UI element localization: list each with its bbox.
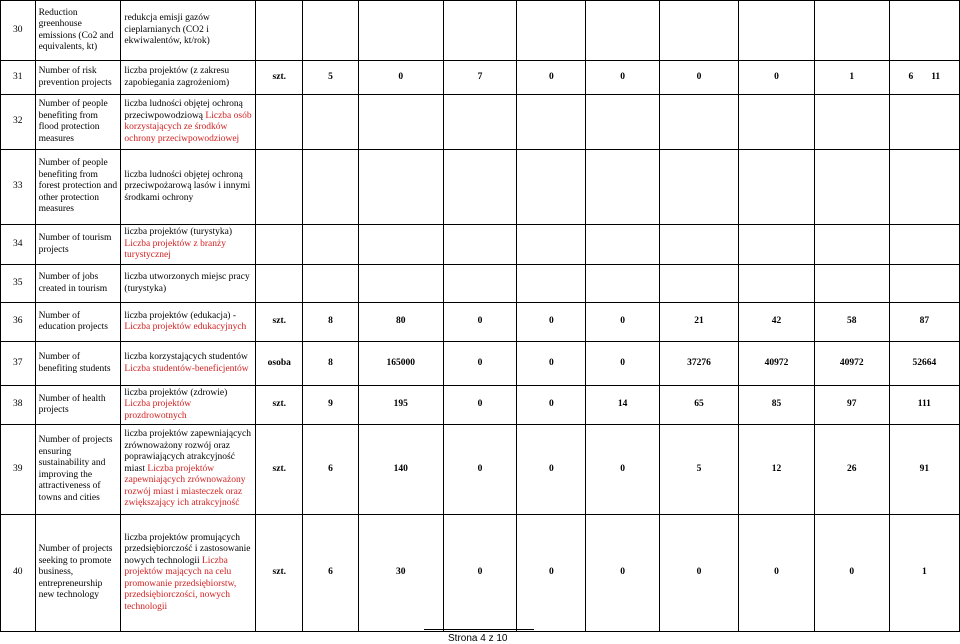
value-cell: 52664 bbox=[889, 342, 959, 386]
pl-name-original: liczba ludności objętej ochroną przeciwpożarową lasów i innymi środkami ochrony bbox=[124, 169, 251, 203]
value-cell bbox=[358, 265, 443, 303]
indicator-name-pl bbox=[121, 342, 256, 386]
indicator-name-en: Number of education projects bbox=[35, 303, 121, 342]
pl-name-original: liczba projektów (z zakresu zapobiegania zagrożeniom) bbox=[124, 66, 230, 88]
unit-cell bbox=[256, 225, 303, 265]
pl-name-revised: Liczba projektów zapewniających zrównoważony rozwój miast i miasteczek oraz zwiększający ich atrakcyjność bbox=[124, 463, 246, 509]
value-cell: 8 bbox=[303, 303, 359, 342]
value-cell: 0 bbox=[586, 515, 660, 632]
value-cell bbox=[303, 1, 359, 61]
value-cell bbox=[814, 1, 889, 61]
value-cell: 7 bbox=[443, 61, 517, 95]
value-cell bbox=[517, 95, 586, 150]
value-cell: 26 bbox=[814, 425, 889, 515]
indicator-name-en: Number of tourism projects bbox=[35, 225, 121, 265]
value-cell: 21 bbox=[659, 303, 738, 342]
value-cell: 58 bbox=[814, 303, 889, 342]
table-row bbox=[1, 425, 960, 515]
value-cell bbox=[443, 150, 517, 225]
indicator-name-en: Number of projects seeking to promote business, entrepreneurship new technology bbox=[35, 515, 121, 632]
indicator-name-pl bbox=[121, 1, 256, 61]
table-row bbox=[1, 265, 960, 303]
unit-cell bbox=[256, 1, 303, 61]
value-cell: 40972 bbox=[814, 342, 889, 386]
value-cell bbox=[517, 150, 586, 225]
value-cell bbox=[814, 95, 889, 150]
value-cell bbox=[659, 95, 738, 150]
indicator-name-en: Number of people benefiting from flood protection measures bbox=[35, 95, 121, 150]
value-cell bbox=[586, 225, 660, 265]
unit-cell: szt. bbox=[256, 515, 303, 632]
value-cell bbox=[889, 95, 959, 150]
value-cell: 195 bbox=[358, 386, 443, 425]
value-cell bbox=[443, 265, 517, 303]
value-cell: 80 bbox=[358, 303, 443, 342]
value-cell: 97 bbox=[814, 386, 889, 425]
pl-name-revised: Liczba projektów prozdrowotnych bbox=[124, 399, 192, 421]
value-cell: 8 bbox=[303, 342, 359, 386]
row-number: 32 bbox=[1, 95, 36, 150]
value-cell bbox=[814, 225, 889, 265]
table-row bbox=[1, 303, 960, 342]
value-cell bbox=[358, 95, 443, 150]
unit-cell: szt. bbox=[256, 303, 303, 342]
value-cell bbox=[739, 265, 815, 303]
row-number: 38 bbox=[1, 386, 36, 425]
value-cell bbox=[659, 1, 738, 61]
pl-name-revised: Liczba projektów edukacyjnych bbox=[124, 322, 247, 332]
indicator-name-en: Number of risk prevention projects bbox=[35, 61, 121, 95]
indicator-name-en: Number of jobs created in tourism bbox=[35, 265, 121, 303]
row-number: 31 bbox=[1, 61, 36, 95]
row-number: 30 bbox=[1, 1, 36, 61]
table-body bbox=[1, 1, 960, 632]
value-cell bbox=[739, 225, 815, 265]
value-cell bbox=[517, 265, 586, 303]
table-row bbox=[1, 225, 960, 265]
value-cell: 65 bbox=[659, 386, 738, 425]
value-cell: 0 bbox=[358, 61, 443, 95]
value-cell: 0 bbox=[517, 425, 586, 515]
value-cell bbox=[889, 265, 959, 303]
value-cell bbox=[358, 1, 443, 61]
value-cell bbox=[586, 95, 660, 150]
row-number: 37 bbox=[1, 342, 36, 386]
value-cell: 0 bbox=[443, 425, 517, 515]
value-cell bbox=[739, 150, 815, 225]
row-number: 36 bbox=[1, 303, 36, 342]
value-cell bbox=[358, 225, 443, 265]
unit-cell: szt. bbox=[256, 386, 303, 425]
value-cell: 5 bbox=[303, 61, 359, 95]
value-cell: 1 bbox=[889, 515, 959, 632]
row-number: 35 bbox=[1, 265, 36, 303]
value-cell: 0 bbox=[739, 61, 815, 95]
value-cell bbox=[889, 1, 959, 61]
value-cell bbox=[517, 225, 586, 265]
pl-name-original: liczba projektów zapewniających zrównoważony rozwój oraz poprawiających atrakcyjność miast bbox=[124, 429, 252, 474]
indicator-name-en: Number of health projects bbox=[35, 386, 121, 425]
table-row bbox=[1, 515, 960, 632]
unit-cell: osoba bbox=[256, 342, 303, 386]
value-cell: 12 bbox=[739, 425, 815, 515]
row-number: 33 bbox=[1, 150, 36, 225]
value-cell: 165000 bbox=[358, 342, 443, 386]
indicator-name-en: Number of benefiting students bbox=[35, 342, 121, 386]
pl-name-revised: Liczba projektów mających na celu promowanie przedsiębiorstw, przedsiębiorczości, nowych technologii bbox=[124, 555, 237, 612]
indicator-name-pl bbox=[121, 61, 256, 95]
pl-name-original: liczba projektów (turystyka) bbox=[124, 227, 233, 238]
table-row bbox=[1, 95, 960, 150]
value-cell: 87 bbox=[889, 303, 959, 342]
value-cell bbox=[659, 225, 738, 265]
indicator-name-pl bbox=[121, 515, 256, 632]
value-cell bbox=[814, 265, 889, 303]
value-cell bbox=[889, 225, 959, 265]
value-cell: 42 bbox=[739, 303, 815, 342]
value-cell: 0 bbox=[517, 386, 586, 425]
value-cell bbox=[586, 265, 660, 303]
pl-name-revised: Liczba osób korzystających ze środków ochrony przeciwpowodziowej bbox=[124, 110, 252, 144]
value-cell bbox=[303, 150, 359, 225]
value-cell: 91 bbox=[889, 425, 959, 515]
value-cell: 40972 bbox=[739, 342, 815, 386]
table-row bbox=[1, 386, 960, 425]
value-cell: 6 11 bbox=[889, 61, 959, 95]
value-cell: 140 bbox=[358, 425, 443, 515]
value-cell: 37276 bbox=[659, 342, 738, 386]
unit-cell: szt. bbox=[256, 61, 303, 95]
value-cell: 0 bbox=[739, 515, 815, 632]
value-cell bbox=[303, 95, 359, 150]
value-cell bbox=[517, 1, 586, 61]
value-cell: 9 bbox=[303, 386, 359, 425]
value-cell: 6 bbox=[303, 515, 359, 632]
value-cell: 85 bbox=[739, 386, 815, 425]
value-cell: 1 bbox=[814, 61, 889, 95]
value-cell: 0 bbox=[517, 61, 586, 95]
unit-cell bbox=[256, 265, 303, 303]
indicator-name-pl bbox=[121, 425, 256, 515]
pl-name-original: liczba projektów (edukacja) - bbox=[124, 310, 236, 321]
value-cell: 0 bbox=[517, 342, 586, 386]
indicator-name-pl bbox=[121, 303, 256, 342]
table-row bbox=[1, 61, 960, 95]
value-cell bbox=[659, 265, 738, 303]
indicator-name-en: Number of people benefiting from forest protection and other protection measures bbox=[35, 150, 121, 225]
indicator-name-pl bbox=[121, 265, 256, 303]
table-row bbox=[1, 342, 960, 386]
value-cell: 5 bbox=[659, 425, 738, 515]
value-cell bbox=[659, 150, 738, 225]
unit-cell: szt. bbox=[256, 425, 303, 515]
value-cell: 0 bbox=[659, 515, 738, 632]
value-cell bbox=[443, 95, 517, 150]
pl-name-original: liczba projektów promujących przedsiębiorczość i zastosowanie nowych technologii bbox=[124, 532, 251, 566]
page-number: Strona 4 z 10 bbox=[448, 633, 508, 644]
value-cell: 0 bbox=[443, 342, 517, 386]
value-cell: 0 bbox=[443, 303, 517, 342]
value-cell bbox=[303, 225, 359, 265]
value-cell bbox=[739, 1, 815, 61]
table-row bbox=[1, 150, 960, 225]
value-cell: 14 bbox=[586, 386, 660, 425]
value-cell: 111 bbox=[889, 386, 959, 425]
value-extra: 11 bbox=[931, 71, 941, 82]
pl-name-original: redukcja emisji gazów cieplarnianych (CO2 i ekwiwalentów, kt/rok) bbox=[124, 13, 210, 47]
value-cell bbox=[443, 1, 517, 61]
pl-name-revised: Liczba projektów z branży turystycznej bbox=[124, 238, 226, 261]
indicator-name-pl bbox=[121, 95, 256, 150]
value-cell: 0 bbox=[659, 61, 738, 95]
value-cell bbox=[586, 150, 660, 225]
pl-name-original: liczba projektów (zdrowie) bbox=[124, 387, 228, 398]
value-cell bbox=[303, 265, 359, 303]
indicator-name-pl bbox=[121, 225, 256, 265]
indicator-name-pl bbox=[121, 150, 256, 225]
value-cell: 6 bbox=[303, 425, 359, 515]
value-cell: 0 bbox=[517, 303, 586, 342]
unit-cell bbox=[256, 95, 303, 150]
value-cell bbox=[814, 150, 889, 225]
value-cell: 30 bbox=[358, 515, 443, 632]
value-cell: 0 bbox=[586, 425, 660, 515]
value-cell: 0 bbox=[517, 515, 586, 632]
pl-name-original: liczba korzystających studentów bbox=[124, 352, 248, 362]
value-cell: 0 bbox=[586, 342, 660, 386]
value-cell: 0 bbox=[586, 61, 660, 95]
row-number: 39 bbox=[1, 425, 36, 515]
indicator-name-en: Reduction greenhouse emissions (Co2 and equivalents, kt) bbox=[35, 1, 121, 61]
value-cell bbox=[586, 1, 660, 61]
value-cell bbox=[358, 150, 443, 225]
row-number: 34 bbox=[1, 225, 36, 265]
value-cell: 0 bbox=[586, 303, 660, 342]
pl-name-original: liczba utworzonych miejsc pracy (turystyka) bbox=[124, 272, 250, 294]
indicator-name-en: Number of projects ensuring sustainability and improving the attractiveness of towns and cities bbox=[35, 425, 121, 515]
value-cell bbox=[443, 225, 517, 265]
value-cell bbox=[889, 150, 959, 225]
pl-name-original: liczba ludności objętej ochroną przeciwpowodziową bbox=[124, 99, 243, 121]
value-cell: 0 bbox=[443, 386, 517, 425]
row-number: 40 bbox=[1, 515, 36, 632]
value-cell: 0 bbox=[814, 515, 889, 632]
table-row bbox=[1, 1, 960, 61]
unit-cell bbox=[256, 150, 303, 225]
footer-divider bbox=[424, 629, 534, 630]
indicator-name-pl bbox=[121, 386, 256, 425]
value-cell: 0 bbox=[443, 515, 517, 632]
value-cell bbox=[739, 95, 815, 150]
pl-name-revised: Liczba studentów-beneficjentów bbox=[124, 363, 249, 374]
